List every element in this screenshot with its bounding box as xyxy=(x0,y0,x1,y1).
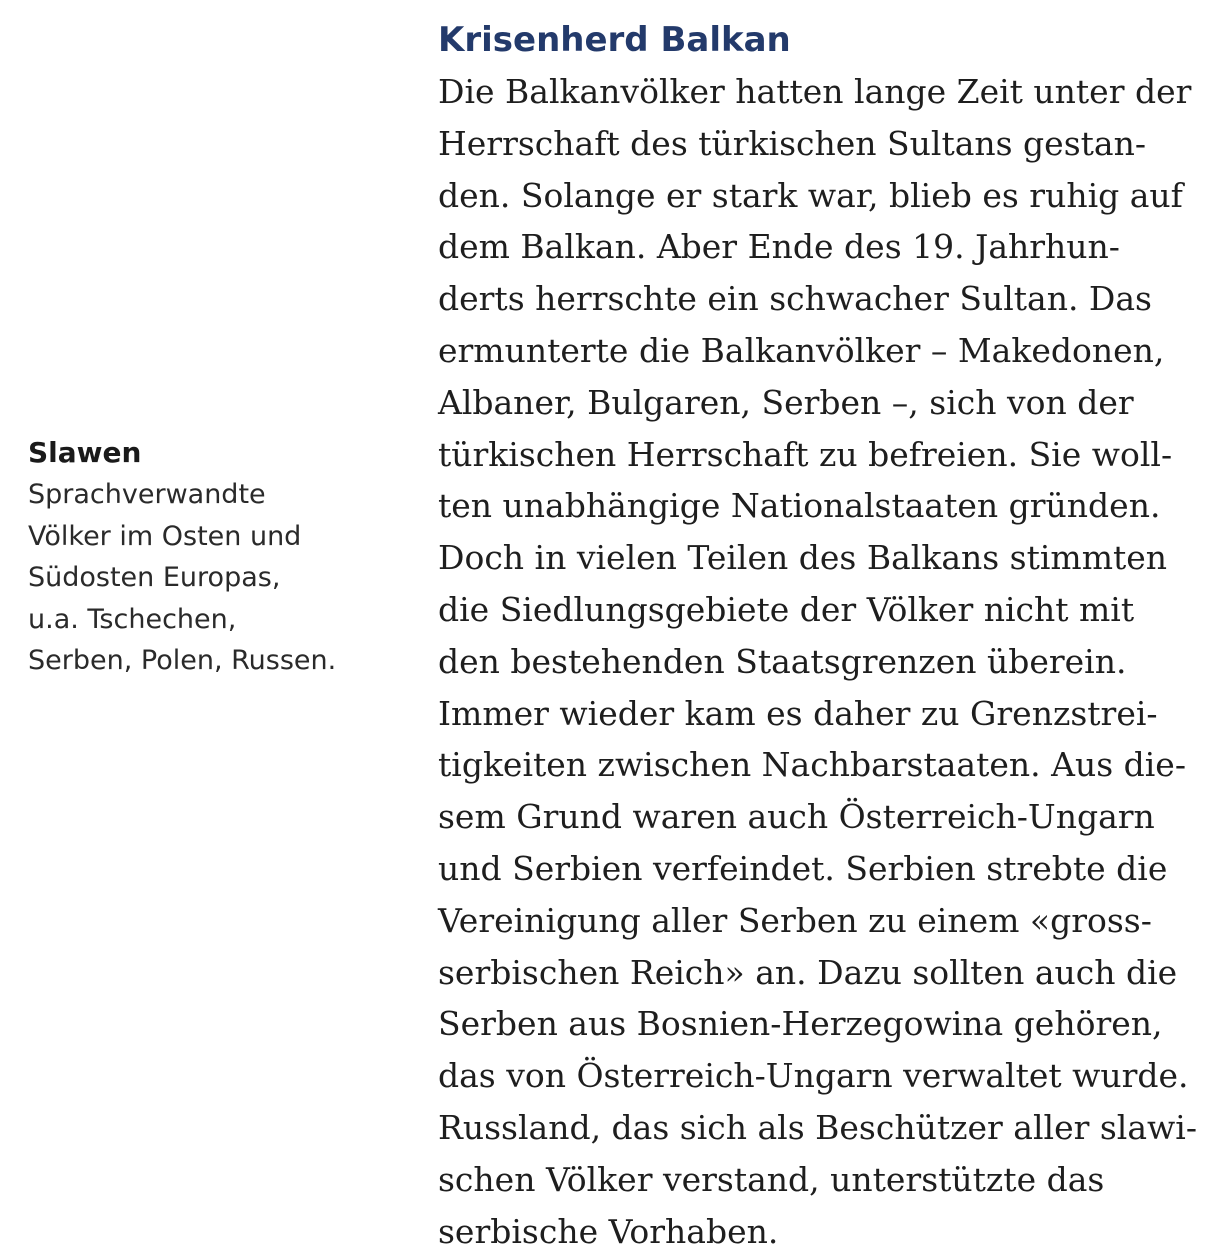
glossary-definition-line: Südosten Europas, xyxy=(28,562,281,593)
article-line: Immer wieder kam es daher zu Grenzstrei- xyxy=(438,693,1158,733)
article-line: Doch in vielen Teilen des Balkans stimmten xyxy=(438,538,1168,578)
article-line: den bestehenden Staatsgrenzen überein. xyxy=(438,641,1127,681)
article-line: ten unabhängige Nationalstaaten gründen. xyxy=(438,486,1161,526)
article-line: schen Völker verstand, unterstützte das xyxy=(438,1159,1105,1199)
glossary-definition-line: Serben, Polen, Russen. xyxy=(28,645,337,676)
article-line: sem Grund waren auch Österreich-Ungarn xyxy=(438,797,1155,837)
glossary-definition-line: Völker im Osten und xyxy=(28,520,302,552)
article-line: das von Österreich-Ungarn verwaltet wurde. xyxy=(438,1056,1189,1096)
article xyxy=(438,14,1208,1257)
glossary-box xyxy=(28,432,388,682)
glossary-term: Slawen xyxy=(28,436,142,469)
article-line: Russland, das sich als Beschützer aller slawi- xyxy=(438,1107,1197,1147)
article-line: Serben aus Bosnien-Herzegowina gehören, xyxy=(438,1004,1163,1044)
article-line: derts herrschte ein schwacher Sultan. Das xyxy=(438,279,1152,319)
article-line: serbischen Reich» an. Dazu sollten auch die xyxy=(438,952,1178,992)
article-line: dem Balkan. Aber Ende des 19. Jahrhun- xyxy=(438,227,1120,267)
article-line: die Siedlungsgebiete der Völker nicht mit xyxy=(438,589,1135,629)
article-heading: Krisenherd Balkan xyxy=(438,20,791,60)
article-line: serbische Vorhaben. xyxy=(438,1211,779,1251)
glossary-definition-line: Sprachverwandte xyxy=(28,479,266,510)
article-line: Albaner, Bulgaren, Serben –, sich von der xyxy=(438,382,1134,422)
article-line: ermunterte die Balkanvölker – Makedonen, xyxy=(438,330,1165,370)
glossary-definition-line: u.a. Tschechen, xyxy=(28,603,237,635)
article-line: Herrschaft des türkischen Sultans gestan- xyxy=(438,123,1146,163)
article-line: türkischen Herrschaft zu befreien. Sie woll- xyxy=(438,434,1173,474)
article-line: tigkeiten zwischen Nachbarstaaten. Aus die- xyxy=(438,745,1186,785)
article-line: und Serbien verfeindet. Serbien strebte die xyxy=(438,848,1168,888)
article-line: Vereinigung aller Serben zu einem «gross- xyxy=(438,900,1152,940)
article-line: Die Balkanvölker hatten lange Zeit unter der xyxy=(438,72,1192,111)
article-body xyxy=(438,66,1208,1257)
article-line: den. Solange er stark war, blieb es ruhig auf xyxy=(438,175,1183,215)
